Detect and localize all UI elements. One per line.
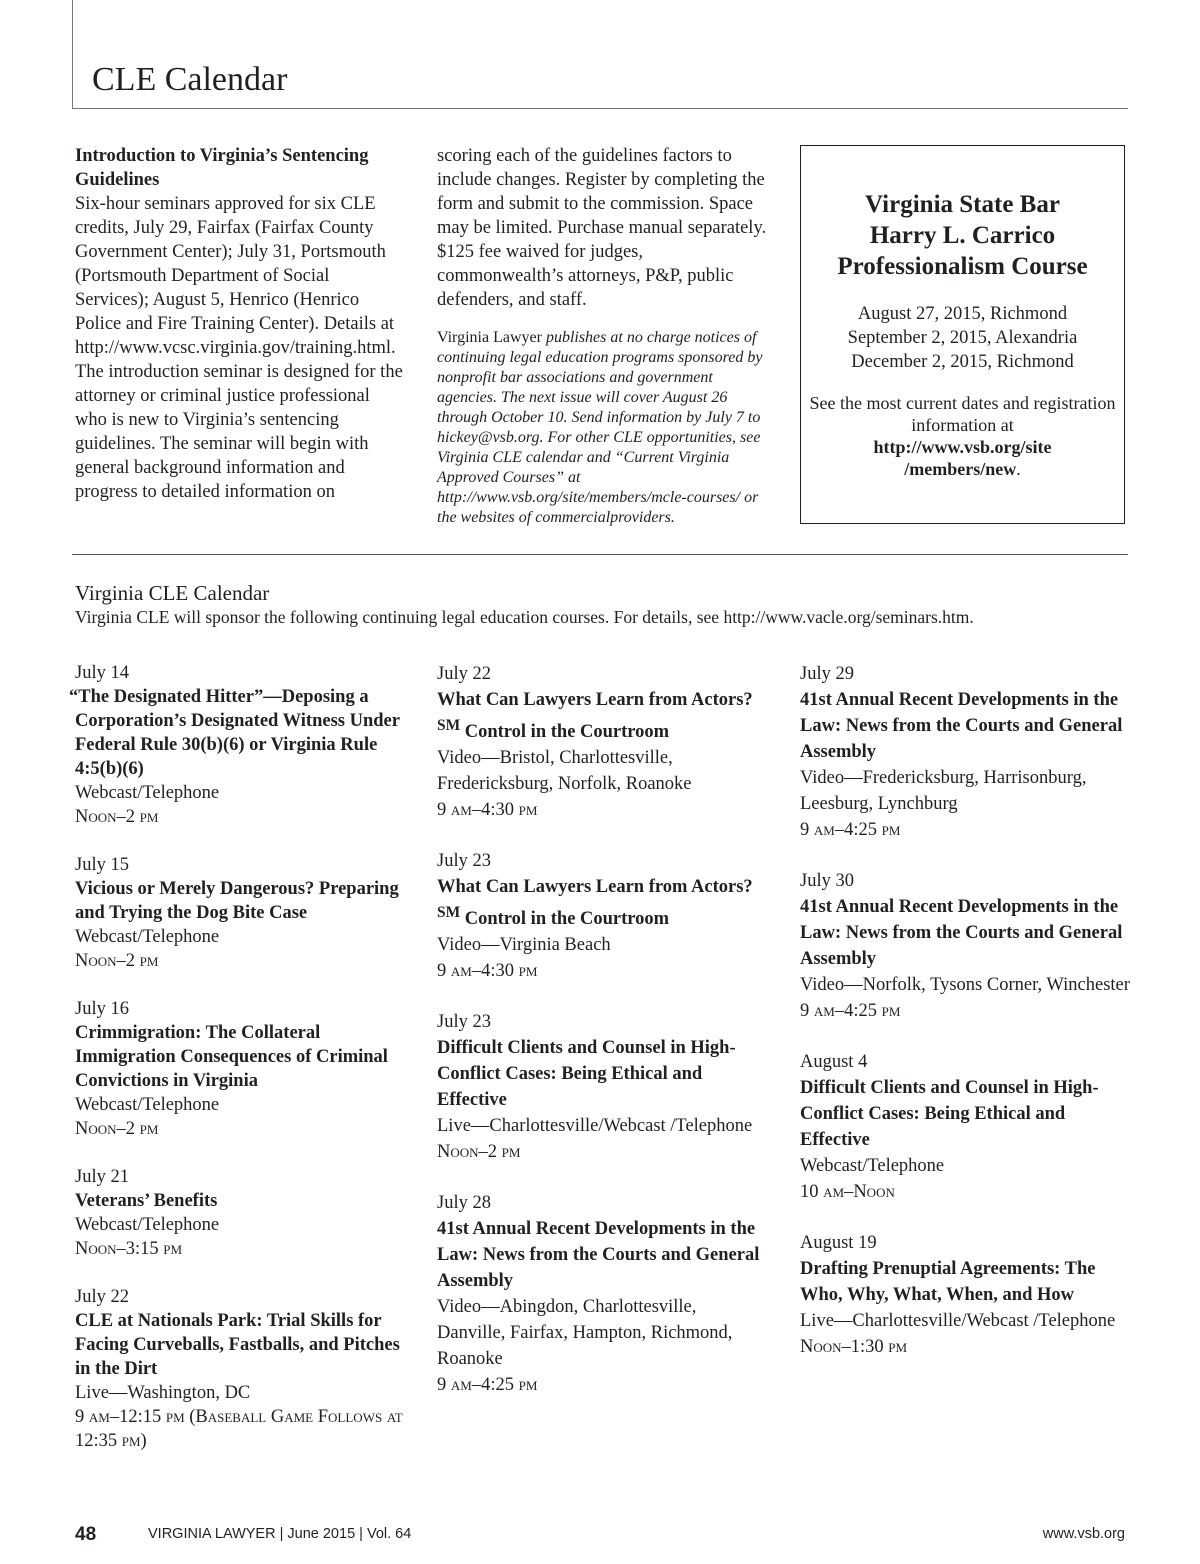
- event-date: July 16: [75, 999, 129, 1019]
- event-title: Difficult Clients and Counsel in High-Conflict Cases: Being Ethical and Effective: [800, 1078, 1099, 1150]
- event-date: July 29: [800, 664, 854, 684]
- notice-body-continued: scoring each of the guidelines factors to include changes. Register by completing the form and submit to the commission. Space may be limited. Purchase manual separately. $125 fee waived for judges, commonwealth’s attorneys, P&P, public defenders, and staff.: [437, 146, 767, 310]
- event-time: 9 am–4:25 pm: [800, 1001, 901, 1021]
- event-date: July 28: [437, 1193, 491, 1214]
- publication-name: Virginia Lawyer: [437, 329, 542, 346]
- event-location: Video—Norfolk, Tysons Corner, Winchester: [800, 975, 1130, 995]
- site-url[interactable]: www.vsb.org: [1042, 1526, 1125, 1542]
- event-time: 9 am–4:30 pm: [437, 800, 538, 821]
- sentencing-guidelines-notice: [75, 144, 405, 504]
- publication-note: [437, 328, 767, 528]
- event-title: “The Designated Hitter”—Deposing a Corporation’s Designated Witness Under Federal Rule 30(b)(6) or Virginia Rule 4:5(b)(6): [69, 687, 400, 779]
- event-date: July 22: [75, 1287, 129, 1307]
- calendar-column-1: [69, 661, 415, 1477]
- event-date: August 19: [800, 1233, 877, 1253]
- box-title-line: Professionalism Course: [837, 253, 1088, 280]
- calendar-event: [75, 853, 415, 973]
- box-dates: [801, 302, 1124, 374]
- event-time: 9 am–4:25 pm: [437, 1375, 538, 1396]
- calendar-event: [69, 661, 415, 829]
- notice-title: Introduction to Virginia’s Sentencing Guidelines: [75, 146, 369, 190]
- event-title-part: What Can Lawyers Learn from Actors?: [437, 690, 753, 710]
- box-title-line: Harry L. Carrico: [869, 222, 1056, 249]
- calendar-title: Virginia CLE Calendar: [75, 581, 270, 605]
- event-location: Webcast/Telephone: [800, 1156, 945, 1176]
- publication-info: VIRGINIA LAWYER | June 2015 | Vol. 64: [148, 1526, 412, 1542]
- event-time: Noon–1:30 pm: [800, 1337, 908, 1357]
- calendar-event: [800, 1230, 1130, 1360]
- event-location: Webcast/Telephone: [75, 1095, 220, 1115]
- event-location: Webcast/Telephone: [75, 927, 220, 947]
- event-title-part: Control in the Courtroom: [460, 722, 670, 743]
- event-time: Noon–2 pm: [75, 807, 159, 827]
- box-date: December 2, 2015, Richmond: [851, 352, 1074, 372]
- event-title: Veterans’ Benefits: [75, 1191, 218, 1211]
- calendar-event: [75, 1165, 415, 1261]
- professionalism-course-box: [800, 145, 1125, 524]
- calendar-column-2: [437, 661, 767, 1423]
- calendar-event: [437, 661, 767, 823]
- event-time: Noon–2 pm: [437, 1142, 521, 1163]
- calendar-event: [437, 1190, 767, 1398]
- box-title: [801, 189, 1124, 282]
- event-time: 10 am–Noon: [800, 1182, 895, 1202]
- event-time: Noon–2 pm: [75, 1119, 159, 1139]
- event-location: Webcast/Telephone: [75, 1215, 220, 1235]
- event-title: Crimmigration: The Collateral Immigration Consequences of Criminal Convictions in Virginia: [75, 1023, 388, 1091]
- event-date: July 15: [75, 855, 129, 875]
- event-time: 9 am–12:15 pm (Baseball Game Follows at 12:35 pm): [75, 1407, 403, 1451]
- event-date: July 21: [75, 1167, 129, 1187]
- calendar-event: [75, 1285, 415, 1453]
- event-location: Video—Virginia Beach: [437, 935, 611, 956]
- box-link-period: .: [1016, 459, 1021, 479]
- calendar-event: [800, 661, 1130, 843]
- event-date: July 23: [437, 1012, 491, 1033]
- event-date: July 22: [437, 664, 491, 684]
- calendar-event: [437, 848, 767, 984]
- calendar-event: [437, 1009, 767, 1165]
- box-title-line: Virginia State Bar: [865, 191, 1060, 218]
- notice-continuation: [437, 144, 767, 528]
- box-date: August 27, 2015, Richmond: [857, 304, 1068, 324]
- event-location: Live—Charlottesville/Webcast /Telephone: [437, 1116, 753, 1137]
- event-title: [437, 687, 767, 745]
- section-rule: [72, 554, 1128, 555]
- page-title: CLE Calendar: [92, 61, 288, 98]
- event-location: Video—Fredericksburg, Harrisonburg, Leesburg, Lynchburg: [800, 768, 1087, 814]
- event-time: 9 am–4:25 pm: [800, 820, 901, 840]
- event-title: 41st Annual Recent Developments in the Law: News from the Courts and General Assembly: [437, 1219, 760, 1292]
- calendar-subtitle: Virginia CLE will sponsor the following continuing legal education courses. For details, see http://www.vacle.org/seminars.htm.: [75, 607, 974, 627]
- event-location: Webcast/Telephone: [75, 783, 220, 803]
- event-title: 41st Annual Recent Developments in the Law: News from the Courts and General Assembly: [800, 690, 1123, 762]
- publication-note-text: publishes at no charge notices of continuing legal education programs sponsored by nonprofit bar associations and government agencies. The next issue will cover August 26 through October 10. Send information by July 7 to hickey@vsb.org. For other CLE opportunities, see Virginia CLE calendar and “Current Virginia Approved Courses” at http://www.vsb.org/site/members/mcle-courses/ or the websites of commercialproviders.: [437, 329, 763, 526]
- calendar-column-3: [800, 661, 1130, 1385]
- box-note-text: See the most current dates and registration information at: [809, 393, 1116, 435]
- event-title: Vicious or Merely Dangerous? Preparing and Trying the Dog Bite Case: [75, 879, 399, 923]
- event-title: 41st Annual Recent Developments in the Law: News from the Courts and General Assembly: [800, 897, 1123, 969]
- event-date: July 30: [800, 871, 854, 891]
- event-location: Video—Abingdon, Charlottesville, Danville, Fairfax, Hampton, Richmond, Roanoke: [437, 1297, 733, 1370]
- event-title: CLE at Nationals Park: Trial Skills for Facing Curveballs, Fastballs, and Pitches in the Dirt: [75, 1311, 400, 1379]
- header-vertical-rule: [72, 0, 73, 108]
- box-link-continued[interactable]: /members/new: [904, 459, 1017, 479]
- event-time: Noon–2 pm: [75, 951, 159, 971]
- notice-body: Six-hour seminars approved for six CLE credits, July 29, Fairfax (Fairfax County Government Center); July 31, Portsmouth (Portsmouth Department of Social Services); August 5, Henrico (Henrico Police and Fire Training Center). Details at http://www.vcsc.virginia.gov/training.html. The introduction seminar is designed for the attorney or criminal justice professional who is new to Virginia’s sentencing guidelines. The seminar will begin with general background information and progress to detailed information on: [75, 194, 403, 502]
- event-date: July 23: [437, 851, 491, 872]
- calendar-event: [800, 868, 1130, 1024]
- event-title: [437, 874, 767, 932]
- service-mark: SM: [437, 904, 461, 922]
- header-rule: [72, 108, 1128, 109]
- event-time: 9 am–4:30 pm: [437, 961, 538, 982]
- box-link[interactable]: http://www.vsb.org/site: [873, 437, 1052, 457]
- event-date: July 14: [75, 663, 129, 683]
- service-mark: SM: [437, 717, 461, 734]
- event-title-part: What Can Lawyers Learn from Actors?: [437, 877, 753, 898]
- event-title: Drafting Prenuptial Agreements: The Who, Why, What, When, and How: [800, 1259, 1096, 1305]
- event-title-part: Control in the Courtroom: [460, 909, 670, 930]
- page-number: 48: [75, 1524, 97, 1545]
- box-note: [801, 392, 1124, 480]
- event-location: Video—Bristol, Charlottesville, Fredericksburg, Norfolk, Roanoke: [437, 748, 692, 795]
- event-date: August 4: [800, 1052, 868, 1072]
- calendar-event: [800, 1049, 1130, 1205]
- event-location: Live—Charlottesville/Webcast /Telephone: [800, 1311, 1116, 1331]
- event-time: Noon–3:15 pm: [75, 1239, 183, 1259]
- calendar-event: [75, 997, 415, 1141]
- event-title: Difficult Clients and Counsel in High-Conflict Cases: Being Ethical and Effective: [437, 1038, 736, 1111]
- box-date: September 2, 2015, Alexandria: [847, 328, 1078, 348]
- event-location: Live—Washington, DC: [75, 1383, 251, 1403]
